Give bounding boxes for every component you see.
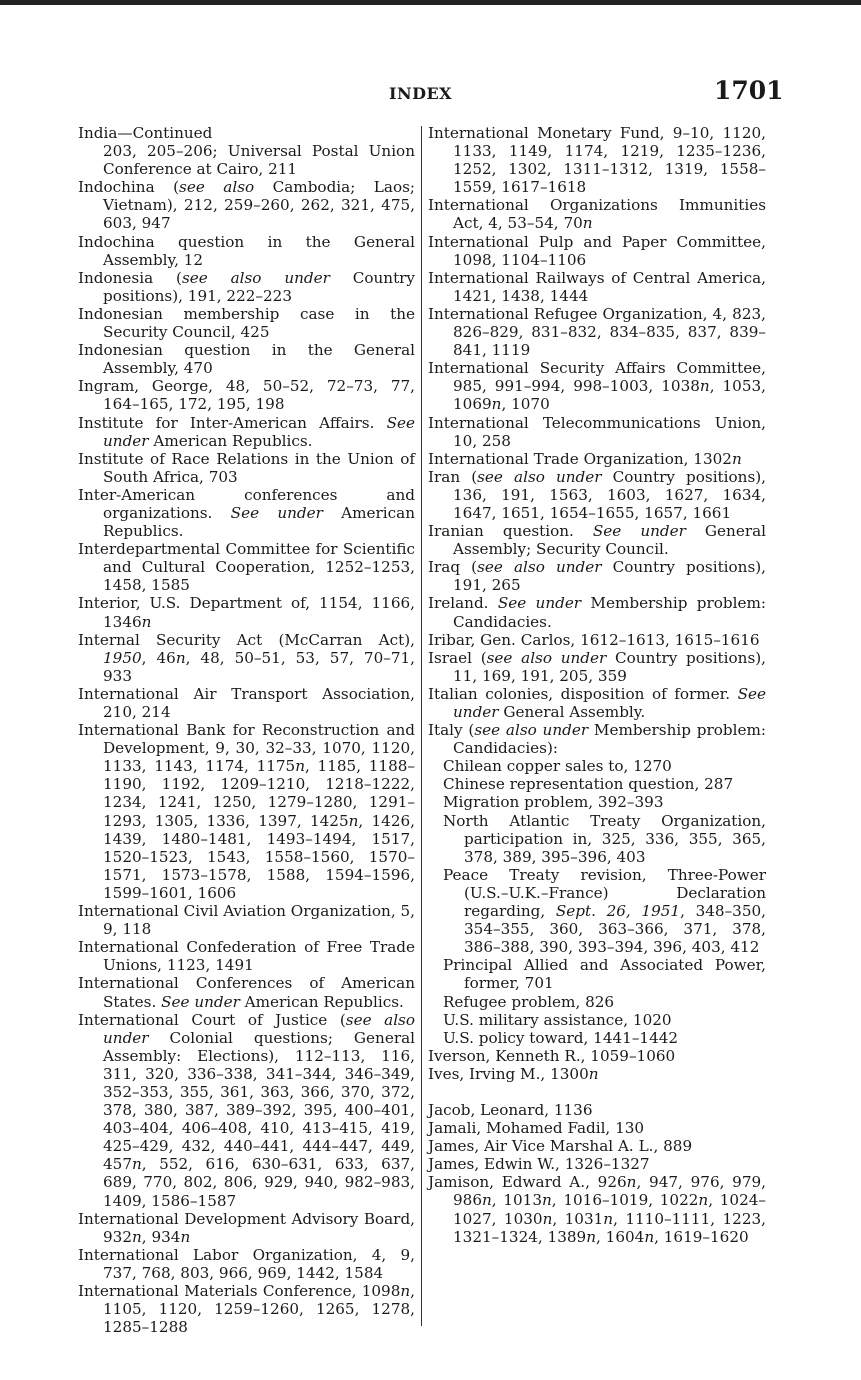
index-entry: Indochina (see also Cambodia; Laos; Vietnam), 212, 259–260, 262, 321, 475, 603, 947: [78, 178, 416, 233]
index-entry: James, Air Vice Marshal A. L., 889: [428, 1137, 693, 1156]
index-entry: Internal Security Act (McCarran Act), 1950, 46n, 48, 50–51, 53, 57, 70–71, 933: [78, 630, 416, 685]
index-entry: Interior, U.S. Department of, 1154, 1166, 1346n: [78, 594, 415, 631]
index-entry: International Monetary Fund, 9–10, 1120, 1133, 1149, 1174, 1219, 1235–1236, 1252, 1302, 1311–1312, 1319, 1558–1559, 1617–1618: [428, 124, 766, 197]
index-entry: International Development Advisory Board, 932n, 934n: [78, 1209, 415, 1246]
index-subentry: Migration problem, 392–393: [443, 793, 664, 812]
running-title: INDEX: [389, 84, 453, 103]
index-entry: Indonesian membership case in the Security Council, 425: [78, 304, 415, 342]
index-entry: Institute for Inter-American Affairs. See under American Republics.: [78, 413, 415, 450]
index-continued-heading: India—Continued: [78, 124, 213, 142]
column-divider: [421, 126, 422, 1326]
index-entry: International Organizations Immunities Act, 4, 53–54, 70n: [428, 196, 766, 233]
index-entry: Israel (see also under Country positions), 11, 169, 191, 205, 359: [428, 648, 766, 685]
index-subentry: Chilean copper sales to, 1270: [443, 757, 672, 776]
index-entry: International Trade Organization, 1302n: [428, 449, 742, 468]
index-entry: International Confederation of Free Trade Unions, 1123, 1491: [78, 938, 415, 975]
index-entry: International Telecommunications Union, 10, 258: [428, 413, 766, 450]
index-entry: Ireland. See under Membership problem: Candidacies.: [428, 594, 767, 631]
index-entry: International Pulp and Paper Committee, 1098, 1104–1106: [428, 232, 766, 269]
index-column-left: [78, 124, 415, 1336]
index-entry: International Refugee Organization, 4, 823, 826–829, 831–832, 834–835, 837, 839–841, 1119: [428, 304, 766, 360]
index-entry: International Air Transport Association, 210, 214: [78, 684, 415, 721]
index-entry: International Materials Conference, 1098n, 1105, 1120, 1259–1260, 1265, 1278, 1285–1288: [78, 1282, 415, 1337]
index-entry: International Conferences of American States. See under American Republics.: [78, 974, 415, 1011]
index-entry: Jamali, Mohamed Fadil, 130: [428, 1119, 645, 1138]
index-entry: James, Edwin W., 1326–1327: [428, 1155, 650, 1174]
index-entry: Iribar, Gen. Carlos, 1612–1613, 1615–1616: [428, 630, 760, 649]
page-top-edge: [0, 0, 861, 5]
index-entry: Italy (see also under Membership problem: Candidacies):: [428, 721, 766, 758]
index-entry: International Bank for Reconstruction and Development, 9, 30, 32–33, 1070, 1120, 1133, 1143, 1174, 1175n, 1185, 1188–1190, 1192, 1209–1210, 1218–1222, 1234, 1241, 1250, 1279–1280, 1291–1293, 1305, 1336, 1397, 1425n, 1426, 1439, 1480–1481, 1493–1494, 1517, 1520–1523, 1543, 1558–1560, 1570–1571, 1573–1578, 1588, 1594–1596, 1599–1601, 1606: [78, 721, 415, 902]
page-number: 1701: [714, 76, 784, 105]
index-entry: 203, 205–206; Universal Postal Union Conference at Cairo, 211: [103, 142, 415, 179]
index-subentry: Peace Treaty revision, Three-Power (U.S.–U.K.–France) Declaration regarding, Sept. 26, 1951, 348–350, 354–355, 360, 363–366, 371, 378, 386–388, 390, 393–394, 396, 403, 412: [443, 865, 766, 957]
index-entry: International Labor Organization, 4, 9, 737, 768, 803, 966, 969, 1442, 1584: [78, 1245, 415, 1282]
index-subentry: U.S. policy toward, 1441–1442: [443, 1028, 679, 1047]
index-entry: Indonesia (see also under Country positions), 191, 222–223: [78, 268, 416, 305]
index-entry: Indonesian question in the General Assembly, 470: [78, 341, 415, 378]
index-column-right: [428, 124, 766, 1246]
index-entry: Jamison, Edward A., 926n, 947, 976, 979, 986n, 1013n, 1016–1019, 1022n, 1024–1027, 1030n, 1031n, 1110–1111, 1223, 1321–1324, 1389n, 1604n, 1619–1620: [428, 1173, 767, 1246]
index-subentry: Chinese representation question, 287: [443, 775, 734, 794]
index-entry: International Security Affairs Committee, 985, 991–994, 998–1003, 1038n, 1053, 1069n, 1070: [428, 359, 766, 414]
index-entry: Iraq (see also under Country positions), 191, 265: [428, 558, 766, 595]
page-header: [0, 76, 861, 114]
section-gap: [428, 1083, 766, 1101]
index-entry: International Railways of Central America, 1421, 1438, 1444: [428, 268, 766, 305]
index-subentry: U.S. military assistance, 1020: [443, 1010, 672, 1029]
index-entry: Indochina question in the General Assembly, 12: [78, 232, 415, 269]
index-entry: International Civil Aviation Organization, 5, 9, 118: [78, 902, 415, 939]
index-entry: Iranian question. See under General Assembly; Security Council.: [428, 522, 766, 559]
index-entry: Jacob, Leonard, 1136: [428, 1100, 593, 1119]
index-entry: Ingram, George, 48, 50–52, 72–73, 77, 164–165, 172, 195, 198: [78, 377, 415, 414]
index-subentry: Refugee problem, 826: [443, 992, 615, 1011]
index-entry: Iran (see also under Country positions), 136, 191, 1563, 1603, 1627, 1634, 1647, 1651, 1654–1655, 1657, 1661: [428, 467, 766, 522]
index-entry: Inter-American conferences and organizations. See under American Republics.: [78, 485, 415, 541]
index-subentry: Principal Allied and Associated Power, former, 701: [443, 956, 766, 993]
index-entry: Italian colonies, disposition of former. See under General Assembly.: [428, 684, 766, 721]
index-entry: International Court of Justice (see also under Colonial questions; General Assembly: Elections), 112–113, 116, 311, 320, 336–338, 341–344, 346–349, 352–353, 355, 361, 363, 366, 370, 372, 378, 380, 387, 389–392, 395, 400–401, 403–404, 406–408, 410, 413–415, 419, 425–429, 432, 440–441, 444–447, 449, 457n, 552, 616, 630–631, 633, 637, 689, 770, 802, 806, 929, 940, 982–983, 1409, 1586–1587: [78, 1010, 415, 1210]
index-subentry: North Atlantic Treaty Organization, participation in, 325, 336, 355, 365, 378, 389, 395–396, 403: [443, 811, 766, 866]
index-entry: Iverson, Kenneth R., 1059–1060: [428, 1046, 676, 1065]
index-entry: Interdepartmental Committee for Scientific and Cultural Cooperation, 1252–1253, 1458, 1585: [78, 540, 415, 595]
index-entry: Institute of Race Relations in the Union of South Africa, 703: [78, 449, 415, 486]
index-entry: Ives, Irving M., 1300n: [428, 1064, 599, 1083]
